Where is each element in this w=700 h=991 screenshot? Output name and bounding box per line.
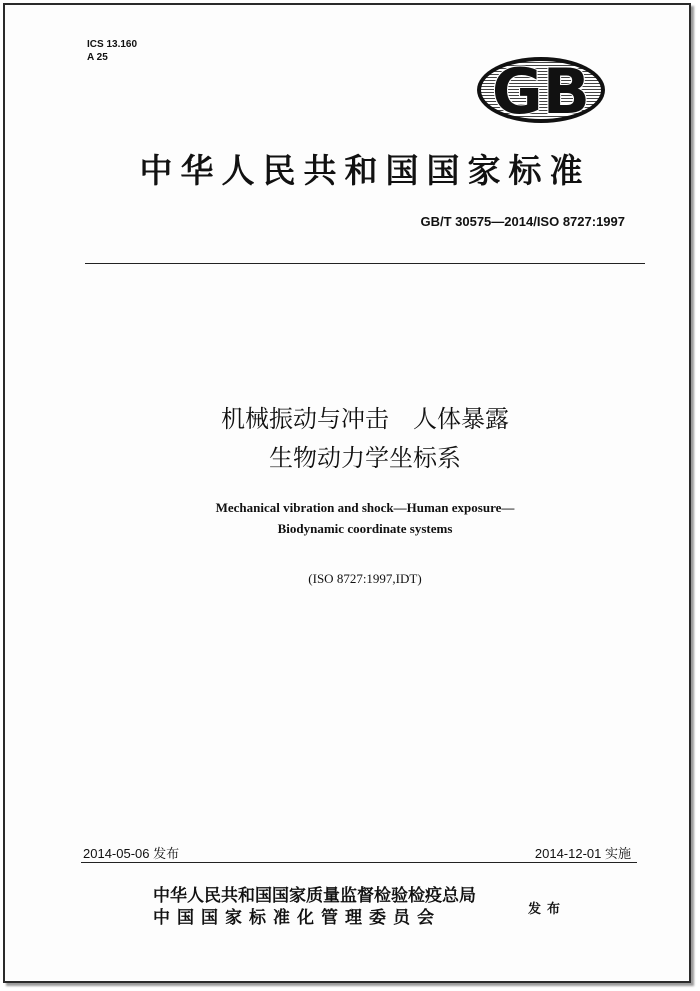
implementation-date: 2014-12-01 实施 — [534, 846, 631, 861]
footer-rule — [81, 862, 637, 863]
gb-logo — [475, 55, 607, 125]
gb-logo-text: GB — [491, 55, 591, 125]
ics-code: ICS 13.160 — [87, 39, 138, 50]
document-title-cn-line1: 机械振动与冲击 人体暴露 — [221, 405, 509, 433]
document-title-en-line1: Mechanical vibration and shock—Human exposure— — [215, 500, 515, 515]
standard-number: GB/T 30575—2014/ISO 8727:1997 — [420, 214, 625, 229]
iso-reference: (ISO 8727:1997,IDT) — [308, 571, 422, 586]
issuing-authorities — [153, 885, 476, 929]
document-title-cn-line2: 生物动力学坐标系 — [269, 444, 461, 472]
classification-codes — [87, 38, 137, 64]
document-page — [3, 3, 691, 983]
issuer-aqsiq: 中华人民共和国国家质量监督检验检疫总局 — [153, 886, 476, 906]
issuer-sac: 中国国家标准化管理委员会 — [153, 908, 441, 928]
publish-label: 发布 — [528, 902, 567, 917]
issue-date: 2014-05-06 发布 — [83, 846, 180, 861]
national-standard-title: 中华人民共和国国家标准 — [139, 151, 591, 190]
ccs-code: A 25 — [87, 52, 108, 63]
document-title-en-line2: Biodynamic coordinate systems — [277, 521, 453, 536]
header-rule — [85, 263, 645, 264]
